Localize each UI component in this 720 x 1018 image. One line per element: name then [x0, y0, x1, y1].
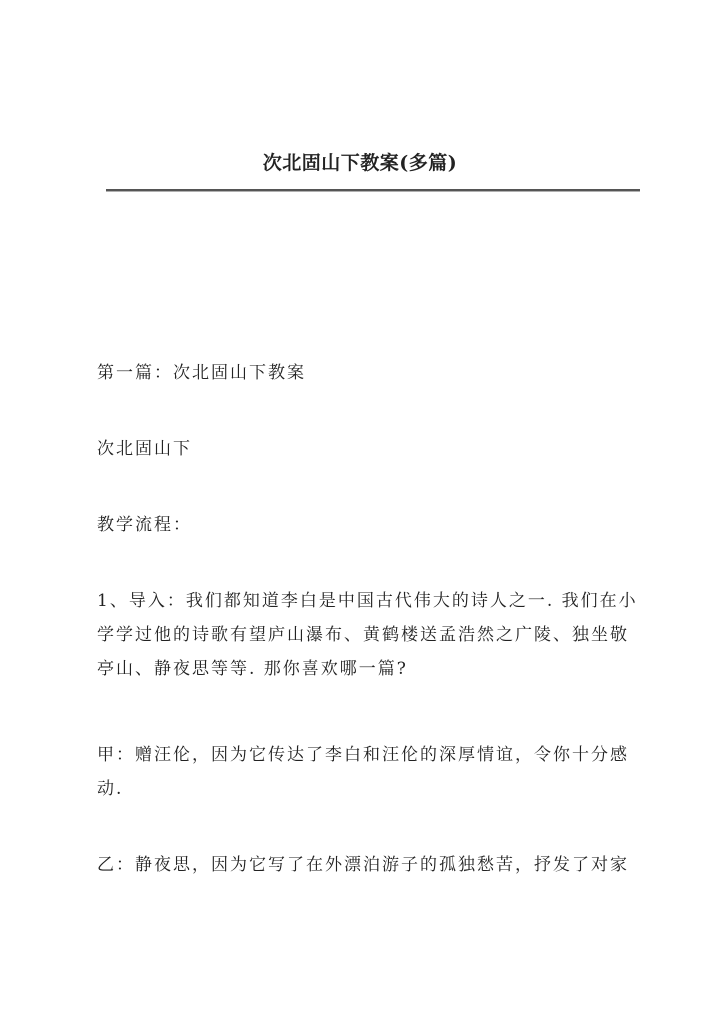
document-title: 次北固山下教案(多篇): [262, 152, 458, 174]
poem-title: 次北固山下: [97, 439, 192, 459]
section-heading: 第一篇：次北固山下教案: [97, 363, 306, 383]
answer-yi-paragraph: 乙：静夜思，因为它写了在外漂泊游子的孤独愁苦，抒发了对家: [97, 855, 629, 875]
teaching-flow-label: 教学流程：: [97, 515, 192, 535]
answer-jia-paragraph: 甲：赠汪伦，因为它传达了李白和汪伦的深厚情谊，令你十分感动.: [97, 745, 629, 799]
intro-paragraph: 1、导入：我们都知道李白是中国古代伟大的诗人之一. 我们在小学学过他的诗歌有望庐山瀑布、黄鹤楼送孟浩然之广陵、独坐敬亭山、静夜思等等. 那你喜欢哪一篇?: [97, 591, 638, 679]
title-divider: [106, 189, 640, 192]
